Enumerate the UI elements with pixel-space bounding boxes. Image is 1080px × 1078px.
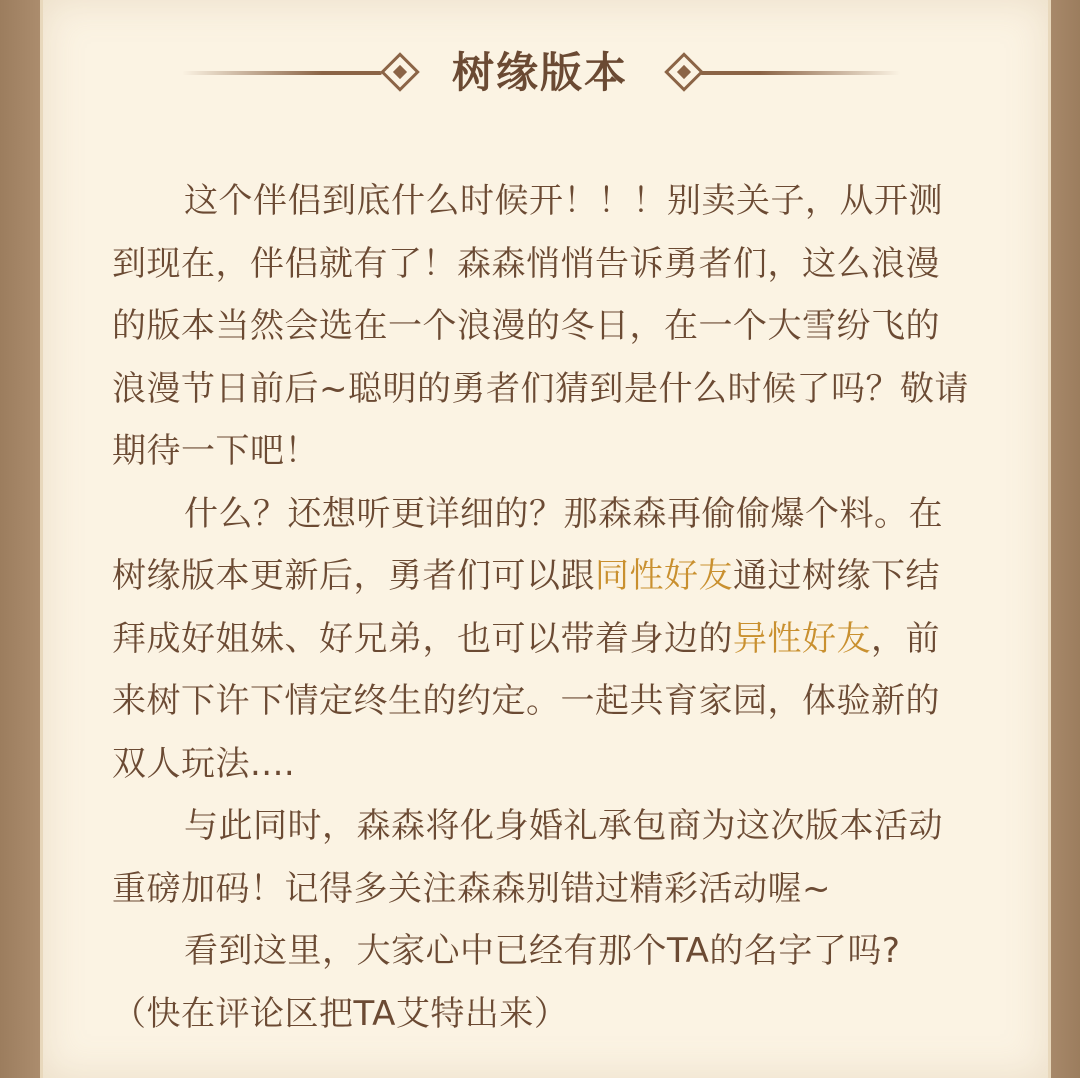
- paragraph-2-text-c: ，前来树下许下情定终生的约定。一起共育家园，体验新的双人玩法....: [112, 618, 940, 784]
- paragraph-5: （快在评论区把TA艾特出来）: [112, 993, 569, 1034]
- highlight-opposite-sex-friend: 异性好友: [733, 618, 871, 659]
- paragraph-2: [112, 483, 972, 796]
- paragraph-2-text-a: 什么？还想听更详细的？那森森再偷偷爆个料。在树缘版本更新后，勇者们可以跟: [112, 493, 943, 596]
- paragraph-2-text-b: 通过树缘下结拜成好姐妹、好兄弟，也可以带着身边的: [112, 556, 940, 659]
- section-heading: [0, 38, 1080, 108]
- heading-title: 树缘版本: [451, 48, 628, 97]
- diamond-ornament-icon: [664, 52, 704, 92]
- paragraph-1: 这个伴侣到底什么时候开！！！别卖关子，从开测到现在，伴侣就有了！森森悄悄告诉勇者们，这么浪漫的版本当然会选在一个浪漫的冬日，在一个大雪纷飞的浪漫节日前后~聪明的勇者们猜到是什么时候了吗？敬请期待一下吧！: [112, 181, 969, 471]
- highlight-same-sex-friend: 同性好友: [595, 556, 733, 596]
- paragraph-3: 与此同时，森森将化身婚礼承包商为这次版本活动重磅加码！记得多关注森森别错过精彩活动喔~: [112, 806, 943, 909]
- paragraph-4: 看到这里，大家心中已经有那个TA的名字了吗?: [184, 931, 901, 971]
- diamond-ornament-icon: [380, 52, 420, 92]
- article-body: [112, 170, 972, 1045]
- heading-line-left: [182, 71, 382, 75]
- heading-line-right: [700, 71, 900, 75]
